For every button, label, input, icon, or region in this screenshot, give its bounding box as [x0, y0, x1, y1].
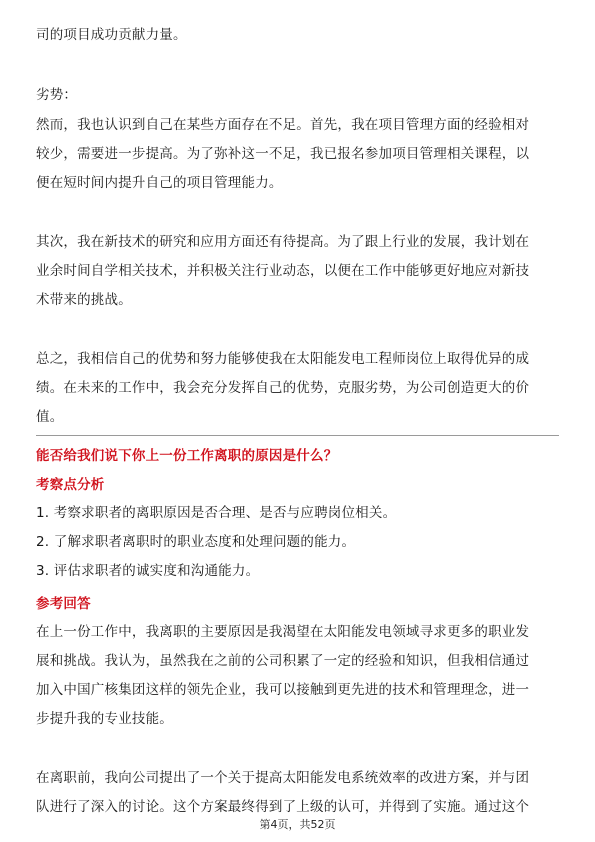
answer-p2-line: 队进行了深入的讨论。这个方案最终得到了上级的认可，并得到了实施。通过这个 — [36, 799, 530, 815]
weakness-p2-line: 术带来的挑战。 — [36, 292, 132, 308]
analysis-heading: 考察点分析 — [36, 477, 105, 493]
weakness-p1-line: 较少，需要进一步提高。为了弥补这一不足，我已报名参加项目管理相关课程，以 — [36, 146, 530, 162]
answer-p1-line: 步提升我的专业技能。 — [36, 711, 173, 727]
answer-p2-line: 在离职前，我向公司提出了一个关于提高太阳能发电系统效率的改进方案，并与团 — [36, 770, 530, 786]
weakness-p2-line: 业余时间自学相关技术，并积极关注行业动态，以便在工作中能够更好地应对新技 — [36, 263, 530, 279]
summary-p3-line: 值。 — [36, 409, 64, 425]
answer-heading: 参考回答 — [36, 596, 91, 612]
summary-p3-line: 总之，我相信自己的优势和努力能够使我在太阳能发电工程师岗位上取得优异的成 — [36, 351, 530, 367]
analysis-item: 3. 评估求职者的诚实度和沟通能力。 — [36, 563, 260, 579]
page-footer: 第4页，共52页 — [259, 818, 336, 831]
weakness-p2-line: 其次，我在新技术的研究和应用方面还有待提高。为了跟上行业的发展，我计划在 — [36, 234, 530, 250]
answer-p1-line: 在上一份工作中，我离职的主要原因是我渴望在太阳能发电领域寻求更多的职业发 — [36, 624, 530, 640]
intro-tail-line: 司的项目成功贡献力量。 — [36, 27, 187, 43]
weakness-p1-line: 然而，我也认识到自己在某些方面存在不足。首先，我在项目管理方面的经验相对 — [36, 117, 530, 133]
question-title: 能否给我们说下你上一份工作离职的原因是什么？ — [36, 448, 338, 464]
weakness-p1-line: 便在短时间内提升自己的项目管理能力。 — [36, 175, 283, 191]
section-divider — [36, 435, 559, 436]
weakness-label: 劣势： — [36, 87, 78, 103]
summary-p3-line: 绩。在未来的工作中，我会充分发挥自己的优势，克服劣势，为公司创造更大的价 — [36, 380, 530, 396]
analysis-item: 2. 了解求职者离职时的职业态度和处理问题的能力。 — [36, 534, 356, 550]
answer-p1-line: 展和挑战。我认为，虽然我在之前的公司积累了一定的经验和知识，但我相信通过 — [36, 653, 530, 669]
analysis-item: 1. 考察求职者的离职原因是否合理、是否与应聘岗位相关。 — [36, 505, 397, 521]
answer-p1-line: 加入中国广核集团这样的领先企业，我可以接触到更先进的技术和管理理念，进一 — [36, 682, 530, 698]
